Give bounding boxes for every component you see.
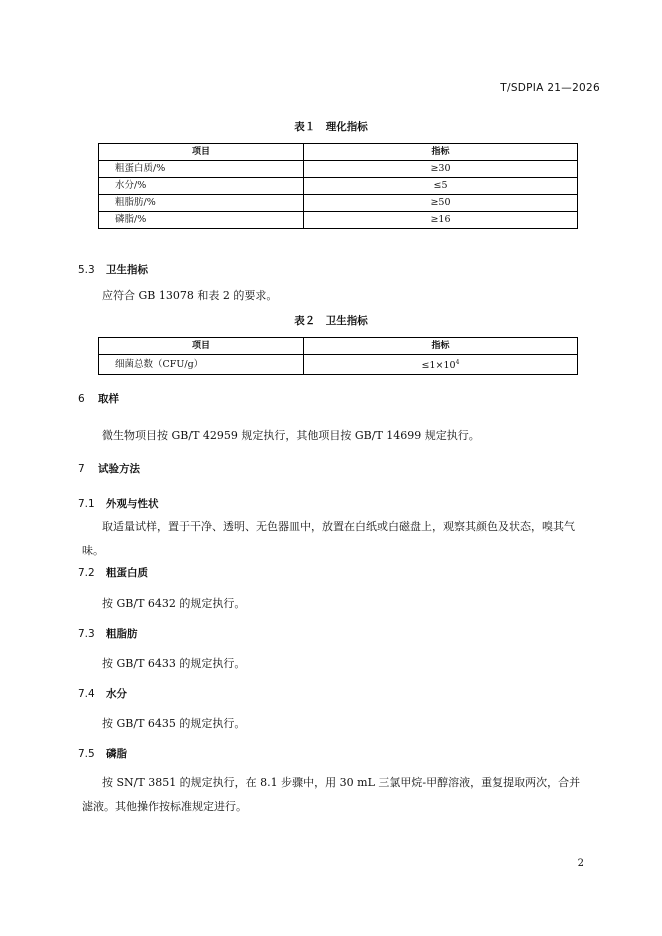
table-header-row <box>99 144 578 161</box>
section-number: 7 <box>78 463 85 475</box>
section-7-3-text: 按 GB/T 6433 的规定执行。 <box>102 657 246 670</box>
section-number: 7.2 <box>78 567 95 579</box>
table2-caption: 表２ 卫生指标 <box>294 315 368 327</box>
table-cell-value: ≥50 <box>304 195 578 212</box>
table-cell-value <box>304 355 578 375</box>
section-title: 粗脂肪 <box>106 628 138 640</box>
section-number: 7.1 <box>78 498 95 510</box>
section-7-4-text: 按 GB/T 6435 的规定执行。 <box>102 717 246 730</box>
section-title: 外观与性状 <box>106 498 159 510</box>
document-code: T/SDPIA 21—2026 <box>500 82 600 94</box>
table-row <box>99 195 578 212</box>
section-number: 5.3 <box>78 264 95 276</box>
section-7-4-heading <box>78 686 127 701</box>
table-row <box>99 212 578 229</box>
table-cell-item: 粗脂肪/% <box>99 195 304 212</box>
section-title: 粗蛋白质 <box>106 567 148 579</box>
section-7-2-text: 按 GB/T 6432 的规定执行。 <box>102 597 246 610</box>
section-7-3-heading <box>78 626 138 641</box>
section-5-3-heading <box>78 262 148 277</box>
section-5-3-text: 应符合 GB 13078 和表 2 的要求。 <box>102 289 278 302</box>
table-header-row <box>99 338 578 355</box>
section-6-text: 微生物项目按 GB/T 42959 规定执行，其他项目按 GB/T 14699 规定执行。 <box>102 429 480 442</box>
table-row <box>99 161 578 178</box>
table-cell-item: 细菌总数（CFU/g） <box>99 355 304 375</box>
table1-caption: 表１ 理化指标 <box>294 121 368 133</box>
section-7-1-text: 取适量试样，置于干净、透明、无色器皿中，放置在白纸或白磁盘上，观察其颜色及状态，嗅其气味。 <box>82 520 575 557</box>
table-header-cell: 指标 <box>304 144 578 161</box>
section-number: 6 <box>78 393 85 405</box>
section-title: 取样 <box>98 393 119 405</box>
table-header-cell: 指标 <box>304 338 578 355</box>
section-7-5-heading <box>78 746 127 761</box>
section-title: 试验方法 <box>98 463 140 475</box>
table-cell-value: ≥16 <box>304 212 578 229</box>
table-cell-item: 水分/% <box>99 178 304 195</box>
value-base: ≤1×10 <box>421 360 456 372</box>
section-title: 磷脂 <box>106 748 127 760</box>
section-7-2-heading <box>78 565 148 580</box>
section-7-5-text: 按 SN/T 3851 的规定执行，在 8.1 步骤中，用 30 mL 三氯甲烷-甲醇溶液，重复提取两次，合并滤液。其他操作按标准规定进行。 <box>82 776 581 813</box>
table-cell-item: 磷脂/% <box>99 212 304 229</box>
table-row <box>99 178 578 195</box>
section-number: 7.4 <box>78 688 95 700</box>
section-7-heading <box>78 461 140 476</box>
table-header-cell: 项目 <box>99 144 304 161</box>
section-title: 水分 <box>106 688 127 700</box>
table-cell-value: ≥30 <box>304 161 578 178</box>
table2 <box>98 337 578 375</box>
table-header-cell: 项目 <box>99 338 304 355</box>
table-row <box>99 355 578 375</box>
section-title: 卫生指标 <box>106 264 148 276</box>
value-exponent: 4 <box>455 359 460 366</box>
section-number: 7.5 <box>78 748 95 760</box>
table-cell-item: 粗蛋白质/% <box>99 161 304 178</box>
section-number: 7.3 <box>78 628 95 640</box>
table-cell-value: ≤5 <box>304 178 578 195</box>
page-number: 2 <box>577 858 584 869</box>
section-7-1-heading <box>78 496 159 511</box>
table1 <box>98 143 578 229</box>
section-6-heading <box>78 391 119 406</box>
